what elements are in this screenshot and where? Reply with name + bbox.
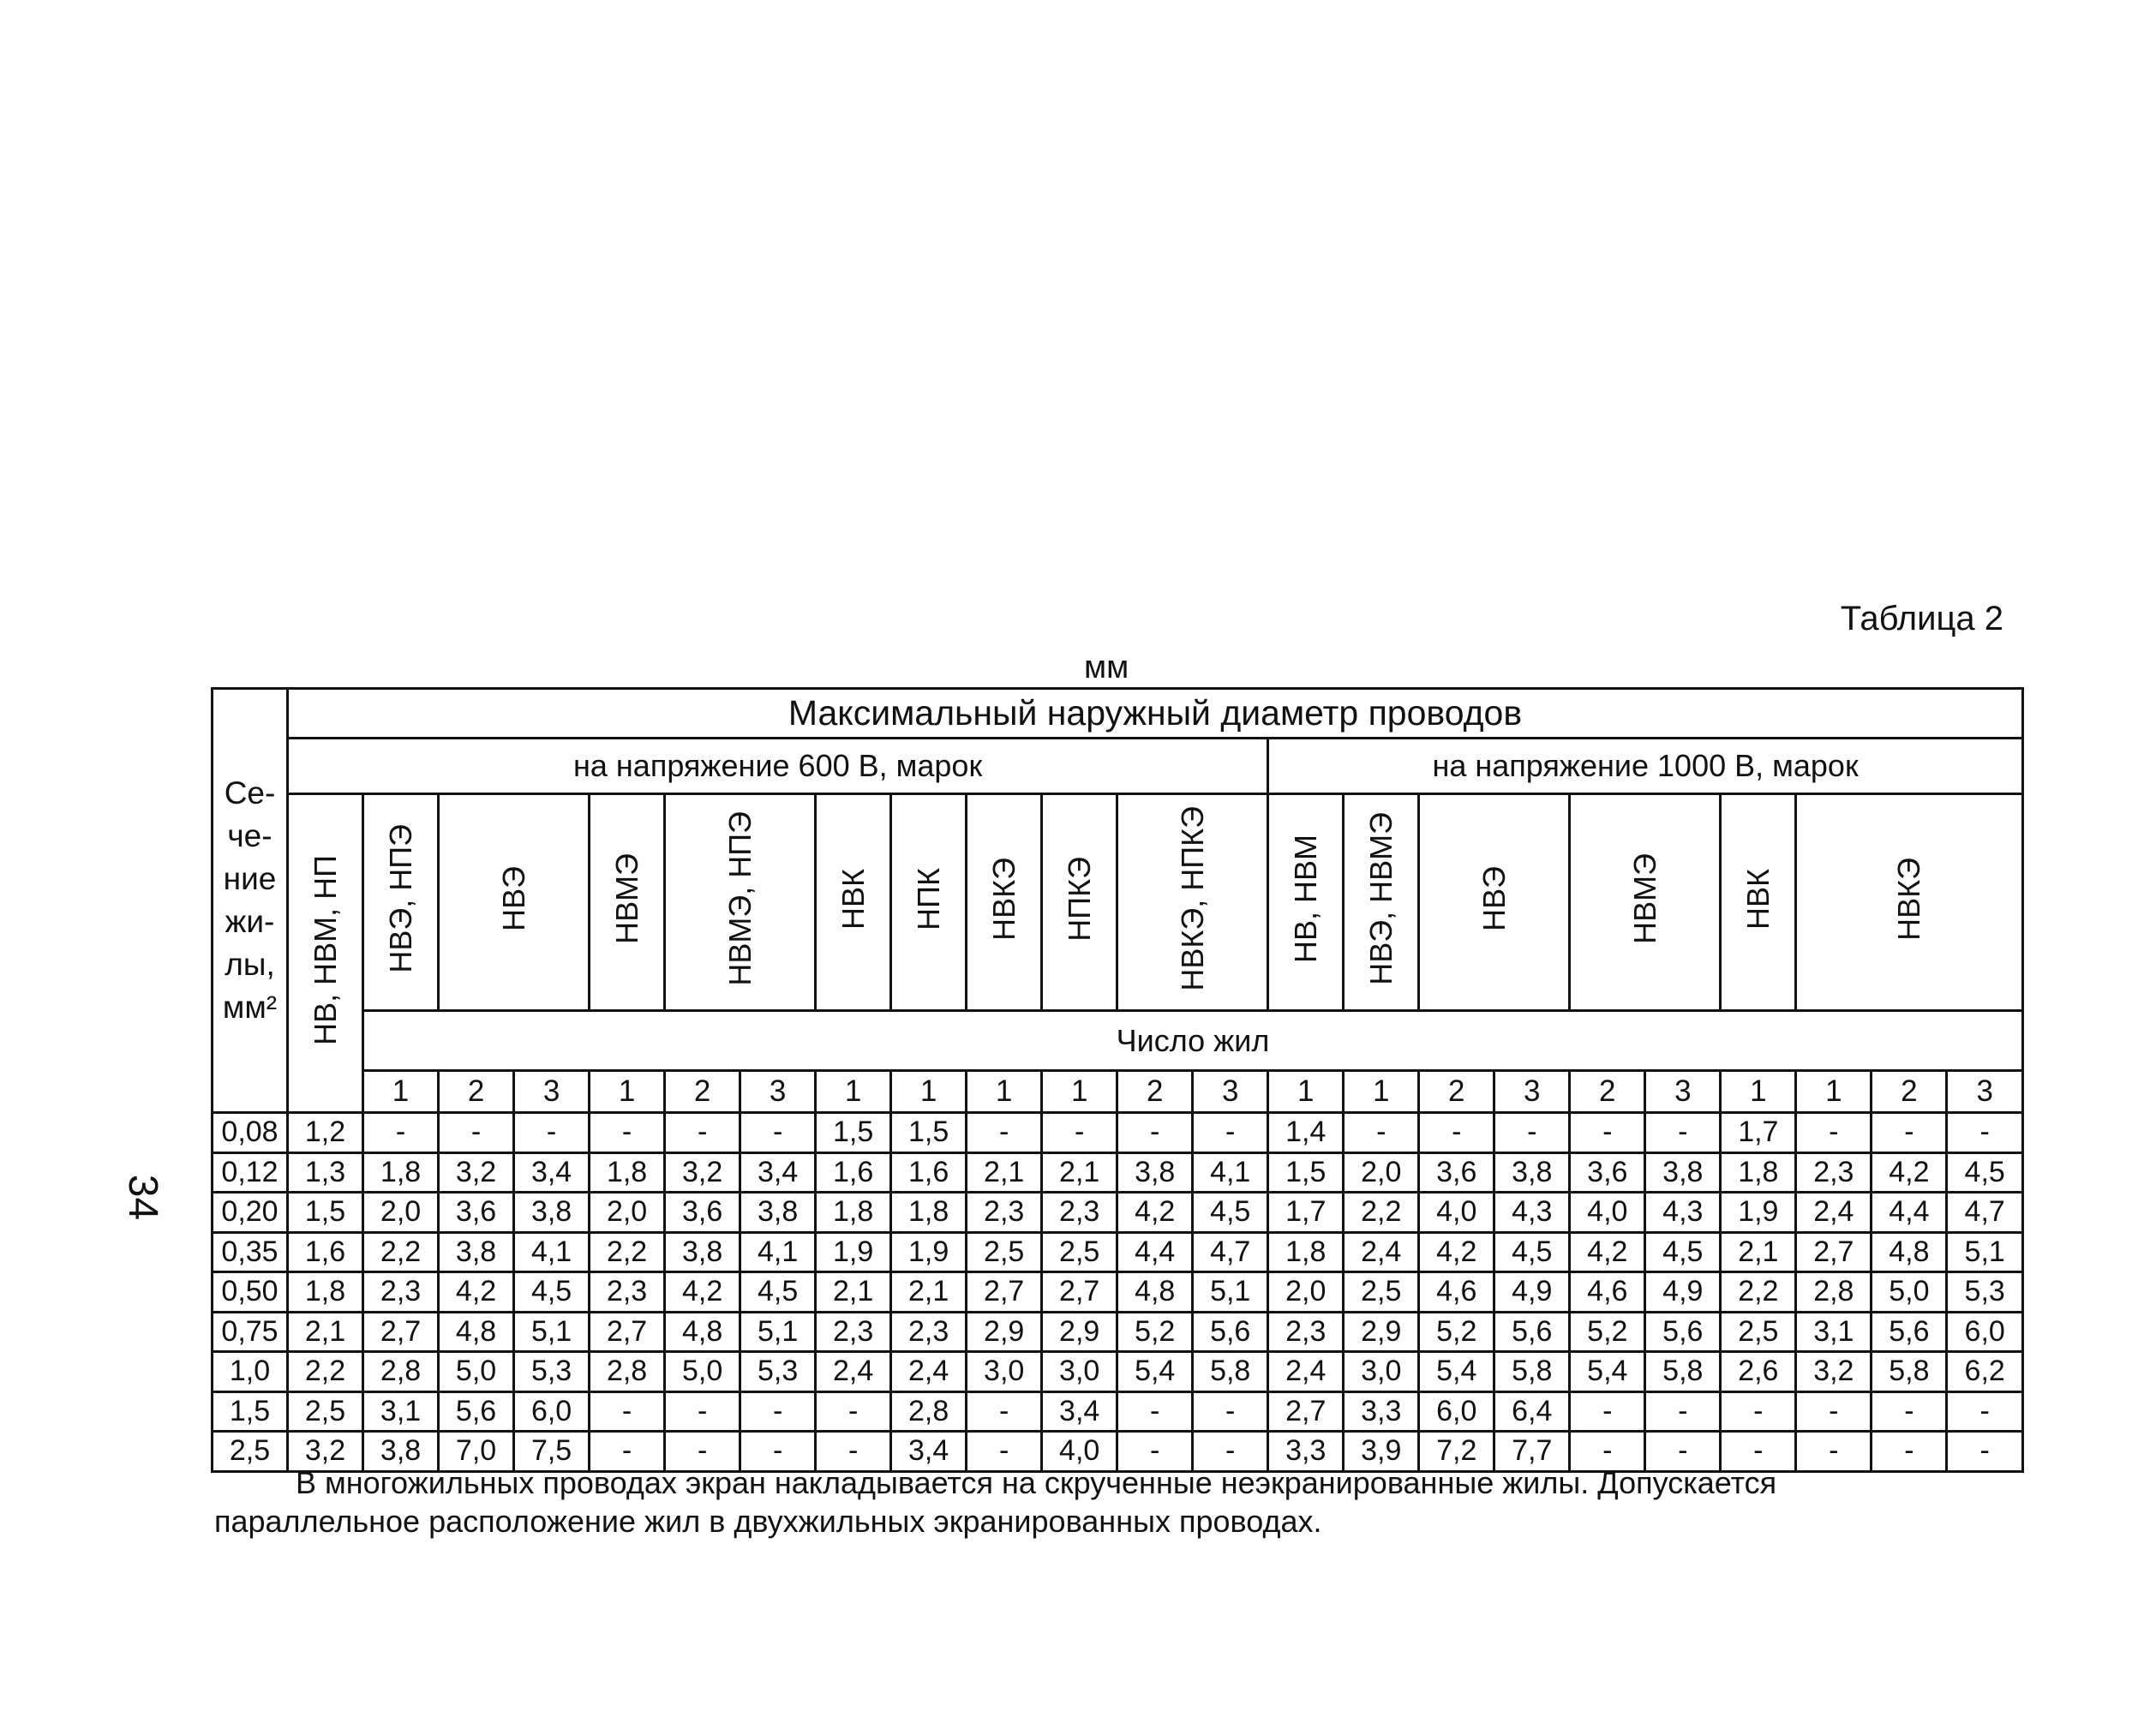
diameter-cell: 4,0 — [1419, 1193, 1494, 1233]
brand-label: НВЭ — [1476, 866, 1512, 932]
diameter-cell: 1,5 — [891, 1113, 967, 1153]
diameter-cell: - — [740, 1432, 816, 1472]
diameter-cell: 6,0 — [1947, 1312, 2023, 1352]
diameter-cell: 7,5 — [514, 1432, 590, 1472]
diameter-cell: - — [1042, 1113, 1117, 1153]
diameter-cell: 1,8 — [1268, 1232, 1344, 1272]
brand-label: НВЭ — [495, 866, 531, 932]
core-count-cell: 1 — [363, 1071, 439, 1113]
diameter-cell: 7,7 — [1494, 1432, 1570, 1472]
diameter-cell: 5,3 — [740, 1352, 816, 1392]
diameter-cell: - — [1117, 1391, 1193, 1432]
diameter-cell: - — [1645, 1391, 1721, 1432]
core-count-cell: 1 — [1721, 1071, 1796, 1113]
diameter-cell: 5,6 — [1494, 1312, 1570, 1352]
brand-label: НПКЭ — [1061, 856, 1097, 942]
diameter-cell: 3,0 — [967, 1352, 1042, 1392]
section-cell: 1,0 — [213, 1352, 288, 1392]
diameter-cell: - — [1947, 1391, 2023, 1432]
diameter-cell: 5,0 — [665, 1352, 740, 1392]
core-count-cell: 3 — [1645, 1071, 1721, 1113]
table-row — [213, 1352, 2023, 1392]
diameter-cell: - — [816, 1432, 891, 1472]
diameter-cell: 4,1 — [740, 1232, 816, 1272]
diameter-cell: - — [740, 1391, 816, 1432]
diameter-cell: 1,6 — [288, 1232, 363, 1272]
brand-header — [1721, 794, 1796, 1011]
diameter-cell: 5,3 — [514, 1352, 590, 1392]
diameter-cell: - — [740, 1113, 816, 1153]
diameter-cell: 3,9 — [1344, 1432, 1419, 1472]
diameter-cell: - — [1193, 1432, 1268, 1472]
diameter-cell: 2,5 — [288, 1391, 363, 1432]
diameter-cell: - — [1117, 1113, 1193, 1153]
core-count-cell: 2 — [1872, 1071, 1947, 1113]
diameter-cell: 2,3 — [1042, 1193, 1117, 1233]
diameter-cell: 6,0 — [514, 1391, 590, 1432]
unit-label: мм — [1084, 649, 1129, 685]
diameter-cell: 4,0 — [1042, 1432, 1117, 1472]
diameter-cell: 1,6 — [816, 1152, 891, 1193]
diameter-cell: - — [1570, 1432, 1645, 1472]
diameter-cell: - — [1570, 1113, 1645, 1153]
brand-header — [1796, 794, 2023, 1011]
diameter-cell: - — [1494, 1113, 1570, 1153]
section-cell: 0,35 — [213, 1232, 288, 1272]
voltage-600-header: на напряжение 600 В, марок — [288, 739, 1268, 794]
diameter-cell: - — [1721, 1391, 1796, 1432]
diameter-cell: 2,0 — [1344, 1152, 1419, 1193]
section-cell: 0,08 — [213, 1113, 288, 1153]
diameter-cell: 1,8 — [363, 1152, 439, 1193]
brand-header — [1570, 794, 1721, 1011]
brand-header — [288, 794, 363, 1113]
diameter-cell: 2,2 — [1344, 1193, 1419, 1233]
diameter-cell: 4,2 — [1570, 1232, 1645, 1272]
diameter-cell: 5,6 — [439, 1391, 514, 1432]
diameter-cell: 3,6 — [439, 1193, 514, 1233]
diameter-cell: 2,0 — [363, 1193, 439, 1233]
core-count-cell: 2 — [439, 1071, 514, 1113]
diameter-cell: 1,3 — [288, 1152, 363, 1193]
diameter-cell: 2,7 — [363, 1312, 439, 1352]
diameter-cell: 2,8 — [891, 1391, 967, 1432]
core-count-cell: 1 — [1344, 1071, 1419, 1113]
diameter-cell: 2,9 — [1042, 1312, 1117, 1352]
diameter-cell: 4,7 — [1193, 1232, 1268, 1272]
core-count-cell: 3 — [514, 1071, 590, 1113]
diameter-cell: 3,2 — [288, 1432, 363, 1472]
diameter-cell: 3,6 — [1419, 1152, 1494, 1193]
diameter-cell: 3,6 — [665, 1193, 740, 1233]
diameter-cell: 3,4 — [740, 1152, 816, 1193]
section-cell: 0,20 — [213, 1193, 288, 1233]
section-header-line: лы, — [225, 946, 275, 982]
diameter-cell: - — [1872, 1113, 1947, 1153]
diameter-cell: 1,2 — [288, 1113, 363, 1153]
diameter-cell: 2,8 — [1796, 1272, 1872, 1313]
diameter-cell: 1,8 — [816, 1193, 891, 1233]
diameter-cell: 1,8 — [590, 1152, 665, 1193]
core-count-cell: 1 — [967, 1071, 1042, 1113]
table-row — [213, 1113, 2023, 1153]
diameter-cell: - — [439, 1113, 514, 1153]
diameter-cell: 5,2 — [1419, 1312, 1494, 1352]
diameter-cell: 3,8 — [439, 1232, 514, 1272]
diameter-cell: 2,2 — [590, 1232, 665, 1272]
diameter-cell: - — [967, 1391, 1042, 1432]
diameter-cell: 3,3 — [1268, 1432, 1344, 1472]
brand-label: НВКЭ — [985, 857, 1021, 941]
diameter-cell: - — [1721, 1432, 1796, 1472]
diameter-cell: 4,5 — [1947, 1152, 2023, 1193]
diameter-cell: 2,3 — [967, 1193, 1042, 1233]
diameter-cell: 2,3 — [1796, 1152, 1872, 1193]
brand-header — [967, 794, 1042, 1011]
core-count-cell: 3 — [740, 1071, 816, 1113]
diameter-cell: 2,3 — [590, 1272, 665, 1313]
diameter-cell: 4,5 — [1494, 1232, 1570, 1272]
diameter-cell: 2,4 — [1796, 1193, 1872, 1233]
diameter-cell: 4,9 — [1494, 1272, 1570, 1313]
diameter-cell: - — [514, 1113, 590, 1153]
diameter-cell: 4,4 — [1117, 1232, 1193, 1272]
diameter-cell: 2,9 — [967, 1312, 1042, 1352]
brand-header — [363, 794, 439, 1011]
diameter-cell: 4,1 — [514, 1232, 590, 1272]
diameter-cell: - — [1419, 1113, 1494, 1153]
brand-label: НВ, НВМ — [1287, 835, 1323, 964]
diameter-cell: 2,7 — [1042, 1272, 1117, 1313]
brand-header — [1344, 794, 1419, 1011]
diameter-cell: 2,3 — [1268, 1312, 1344, 1352]
diameter-cell: 5,1 — [1947, 1232, 2023, 1272]
diameter-cell: 2,0 — [1268, 1272, 1344, 1313]
diameter-cell: 1,8 — [1721, 1152, 1796, 1193]
core-count-cell: 2 — [1570, 1071, 1645, 1113]
diameter-cell: 2,7 — [590, 1312, 665, 1352]
diameter-cell: - — [1947, 1113, 2023, 1153]
diameter-cell: 1,5 — [288, 1193, 363, 1233]
footnote-line: В многожильных проводах экран накладывается на скрученные неэкранированные жилы. Допускается — [296, 1465, 1777, 1500]
diameter-cell: 4,5 — [1193, 1193, 1268, 1233]
diameter-cell: 7,0 — [439, 1432, 514, 1472]
diameter-cell: 1,5 — [816, 1113, 891, 1153]
diameter-cell: 3,8 — [514, 1193, 590, 1233]
diameter-cell: 2,5 — [1721, 1312, 1796, 1352]
diameter-cell: - — [590, 1432, 665, 1472]
brand-label: НВМЭ — [608, 853, 644, 945]
diameter-cell: 6,4 — [1494, 1391, 1570, 1432]
diameter-cell: 3,0 — [1344, 1352, 1419, 1392]
diameter-cell: - — [1193, 1391, 1268, 1432]
table-title: Максимальный наружный диаметр проводов — [288, 689, 2023, 739]
diameter-cell: 1,7 — [1268, 1193, 1344, 1233]
diameter-cell: - — [1796, 1113, 1872, 1153]
brand-header — [1268, 794, 1344, 1011]
core-count-cell: 2 — [1117, 1071, 1193, 1113]
diameter-cell: 5,6 — [1193, 1312, 1268, 1352]
brand-header — [1419, 794, 1570, 1011]
diameter-cell: 6,0 — [1419, 1391, 1494, 1432]
diameter-cell: 3,8 — [363, 1432, 439, 1472]
diameter-cell: 2,4 — [891, 1352, 967, 1392]
diameter-cell: 2,3 — [816, 1312, 891, 1352]
wire-diameter-table — [211, 687, 2024, 1473]
section-header-line: Се- — [224, 775, 276, 811]
diameter-cell: 2,2 — [1721, 1272, 1796, 1313]
diameter-cell: 3,4 — [1042, 1391, 1117, 1432]
diameter-cell: 3,2 — [665, 1152, 740, 1193]
diameter-cell: 2,7 — [1796, 1232, 1872, 1272]
diameter-cell: 1,6 — [891, 1152, 967, 1193]
brand-header — [665, 794, 816, 1011]
diameter-cell: 4,6 — [1419, 1272, 1494, 1313]
brand-header — [1042, 794, 1117, 1011]
diameter-cell: 5,6 — [1645, 1312, 1721, 1352]
diameter-cell: 1,5 — [1268, 1152, 1344, 1193]
diameter-cell: 2,1 — [891, 1272, 967, 1313]
diameter-cell: 2,1 — [1721, 1232, 1796, 1272]
diameter-cell: 3,0 — [1042, 1352, 1117, 1392]
diameter-cell: 2,7 — [967, 1272, 1042, 1313]
section-cell: 0,75 — [213, 1312, 288, 1352]
diameter-cell: 4,0 — [1570, 1193, 1645, 1233]
diameter-cell: 5,1 — [514, 1312, 590, 1352]
diameter-cell: - — [1796, 1391, 1872, 1432]
brand-label: НВК — [835, 868, 871, 930]
diameter-cell: 1,8 — [288, 1272, 363, 1313]
brand-header — [1117, 794, 1268, 1011]
diameter-cell: 3,2 — [439, 1152, 514, 1193]
diameter-cell: 5,3 — [1947, 1272, 2023, 1313]
diameter-cell: 4,7 — [1947, 1193, 2023, 1233]
diameter-cell: 5,2 — [1570, 1312, 1645, 1352]
diameter-cell: 4,5 — [514, 1272, 590, 1313]
diameter-cell: 1,8 — [891, 1193, 967, 1233]
diameter-cell: 2,1 — [1042, 1152, 1117, 1193]
table-row — [213, 1272, 2023, 1313]
diameter-cell: 5,8 — [1494, 1352, 1570, 1392]
diameter-cell: - — [665, 1432, 740, 1472]
diameter-cell: 5,4 — [1570, 1352, 1645, 1392]
diameter-cell: 3,4 — [891, 1432, 967, 1472]
diameter-cell: 3,4 — [514, 1152, 590, 1193]
diameter-cell: - — [1872, 1391, 1947, 1432]
brand-label: НВЭ, НВМЭ — [1362, 812, 1398, 986]
section-header-line: жи- — [225, 904, 275, 939]
diameter-cell: 4,6 — [1570, 1272, 1645, 1313]
voltage-1000-header: на напряжение 1000 В, марок — [1268, 739, 2023, 794]
diameter-cell: 5,1 — [1193, 1272, 1268, 1313]
diameter-cell: 2,5 — [967, 1232, 1042, 1272]
section-cell: 2,5 — [213, 1432, 288, 1472]
brand-label: НВК — [1740, 868, 1776, 930]
section-cell: 1,5 — [213, 1391, 288, 1432]
diameter-cell: 2,9 — [1344, 1312, 1419, 1352]
footnote-line: параллельное расположение жил в двухжильных экранированных проводах. — [214, 1504, 1322, 1539]
core-count-cell: 3 — [1947, 1071, 2023, 1113]
diameter-cell: 2,2 — [363, 1232, 439, 1272]
diameter-cell: 3,3 — [1344, 1391, 1419, 1432]
diameter-cell: 5,8 — [1872, 1352, 1947, 1392]
core-count-cell: 1 — [1796, 1071, 1872, 1113]
diameter-cell: 5,4 — [1117, 1352, 1193, 1392]
section-header-line: ние — [223, 861, 277, 897]
diameter-cell: - — [1193, 1113, 1268, 1153]
diameter-cell: - — [1344, 1113, 1419, 1153]
diameter-cell: 5,4 — [1419, 1352, 1494, 1392]
diameter-cell: 4,4 — [1872, 1193, 1947, 1233]
diameter-cell: 2,4 — [1344, 1232, 1419, 1272]
diameter-cell: 7,2 — [1419, 1432, 1494, 1472]
diameter-cell: 4,2 — [1117, 1193, 1193, 1233]
section-header-line: че- — [227, 818, 272, 854]
diameter-cell: 2,1 — [967, 1152, 1042, 1193]
diameter-cell: 2,7 — [1268, 1391, 1344, 1432]
diameter-cell: 4,1 — [1193, 1152, 1268, 1193]
diameter-cell: 3,8 — [1494, 1152, 1570, 1193]
diameter-cell: 2,8 — [590, 1352, 665, 1392]
section-cell: 0,50 — [213, 1272, 288, 1313]
diameter-cell: - — [665, 1391, 740, 1432]
footnote — [214, 1463, 2022, 1541]
diameter-cell: - — [665, 1113, 740, 1153]
diameter-cell: 4,8 — [1872, 1232, 1947, 1272]
core-count-cell: 2 — [1419, 1071, 1494, 1113]
diameter-cell: 1,9 — [816, 1232, 891, 1272]
diameter-cell: 3,1 — [363, 1391, 439, 1432]
diameter-cell: 3,2 — [1796, 1352, 1872, 1392]
brand-label: НВМЭ, НПЭ — [722, 811, 758, 987]
table-container — [211, 687, 2024, 1473]
diameter-cell: 2,5 — [1042, 1232, 1117, 1272]
diameter-cell: 3,8 — [740, 1193, 816, 1233]
diameter-cell: - — [590, 1391, 665, 1432]
diameter-cell: 2,0 — [590, 1193, 665, 1233]
diameter-cell: 4,8 — [439, 1312, 514, 1352]
diameter-cell: 1,9 — [1721, 1193, 1796, 1233]
core-count-cell: 1 — [1042, 1071, 1117, 1113]
brand-label: НПК — [910, 867, 946, 930]
diameter-cell: 2,4 — [1268, 1352, 1344, 1392]
diameter-cell: 1,9 — [891, 1232, 967, 1272]
diameter-cell: - — [1947, 1432, 2023, 1472]
diameter-cell: 6,2 — [1947, 1352, 2023, 1392]
core-count-header: Число жил — [363, 1011, 2023, 1071]
diameter-cell: 5,0 — [439, 1352, 514, 1392]
diameter-cell: 4,8 — [665, 1312, 740, 1352]
core-count-cell: 1 — [891, 1071, 967, 1113]
diameter-cell: 2,8 — [363, 1352, 439, 1392]
brand-header — [891, 794, 967, 1011]
diameter-cell: - — [590, 1113, 665, 1153]
diameter-cell: - — [1645, 1432, 1721, 1472]
diameter-cell: 3,6 — [1570, 1152, 1645, 1193]
diameter-cell: 5,8 — [1193, 1352, 1268, 1392]
diameter-cell: 5,2 — [1117, 1312, 1193, 1352]
table-row — [213, 1312, 2023, 1352]
table-row — [213, 1193, 2023, 1233]
diameter-cell: 4,3 — [1494, 1193, 1570, 1233]
section-header — [213, 689, 288, 1113]
diameter-cell: - — [1117, 1432, 1193, 1472]
diameter-cell: 5,6 — [1872, 1312, 1947, 1352]
diameter-cell: 2,1 — [816, 1272, 891, 1313]
core-count-cell: 3 — [1193, 1071, 1268, 1113]
diameter-cell: - — [1570, 1391, 1645, 1432]
diameter-cell: 4,2 — [665, 1272, 740, 1313]
diameter-cell: 2,3 — [363, 1272, 439, 1313]
table-row — [213, 1391, 2023, 1432]
diameter-cell: - — [1872, 1432, 1947, 1472]
diameter-cell: 3,8 — [665, 1232, 740, 1272]
diameter-cell: 5,8 — [1645, 1352, 1721, 1392]
brand-label: НВКЭ, НПКЭ — [1174, 806, 1210, 991]
diameter-cell: 4,9 — [1645, 1272, 1721, 1313]
diameter-cell: - — [363, 1113, 439, 1153]
diameter-cell: 4,2 — [439, 1272, 514, 1313]
diameter-cell: 2,6 — [1721, 1352, 1796, 1392]
core-count-cell: 1 — [1268, 1071, 1344, 1113]
brand-label: НВКЭ — [1891, 857, 1927, 941]
diameter-cell: 5,1 — [740, 1312, 816, 1352]
diameter-cell: 2,4 — [816, 1352, 891, 1392]
diameter-cell: - — [1796, 1432, 1872, 1472]
table-row — [213, 1152, 2023, 1193]
brand-header — [590, 794, 665, 1011]
diameter-cell: - — [1645, 1113, 1721, 1153]
diameter-cell: 4,5 — [1645, 1232, 1721, 1272]
diameter-cell: 3,8 — [1645, 1152, 1721, 1193]
diameter-cell: 2,5 — [1344, 1272, 1419, 1313]
section-cell: 0,12 — [213, 1152, 288, 1193]
table-label: Таблица 2 — [1840, 600, 2003, 637]
core-count-cell: 1 — [816, 1071, 891, 1113]
diameter-cell: 2,2 — [288, 1352, 363, 1392]
section-header-line: мм² — [222, 989, 278, 1025]
diameter-cell: - — [967, 1113, 1042, 1153]
brand-label: НВ, НВМ, НП — [307, 854, 343, 1045]
diameter-cell: 4,2 — [1872, 1152, 1947, 1193]
diameter-cell: 2,3 — [891, 1312, 967, 1352]
brand-header — [816, 794, 891, 1011]
core-count-cell: 2 — [665, 1071, 740, 1113]
diameter-cell: 1,4 — [1268, 1113, 1344, 1153]
diameter-cell: - — [816, 1391, 891, 1432]
diameter-cell: 3,8 — [1117, 1152, 1193, 1193]
diameter-cell: 2,1 — [288, 1312, 363, 1352]
diameter-cell: 4,3 — [1645, 1193, 1721, 1233]
diameter-cell: 4,5 — [740, 1272, 816, 1313]
page-number: 34 — [120, 1174, 166, 1221]
diameter-cell: 5,0 — [1872, 1272, 1947, 1313]
diameter-cell: 4,8 — [1117, 1272, 1193, 1313]
brand-label: НВМЭ — [1627, 853, 1662, 945]
brand-label: НВЭ, НПЭ — [382, 824, 418, 974]
brand-header — [439, 794, 590, 1011]
diameter-cell: 3,1 — [1796, 1312, 1872, 1352]
diameter-cell: - — [967, 1432, 1042, 1472]
core-count-cell: 1 — [590, 1071, 665, 1113]
table-row — [213, 1232, 2023, 1272]
diameter-cell: 4,2 — [1419, 1232, 1494, 1272]
core-count-cell: 3 — [1494, 1071, 1570, 1113]
diameter-cell: 1,7 — [1721, 1113, 1796, 1153]
